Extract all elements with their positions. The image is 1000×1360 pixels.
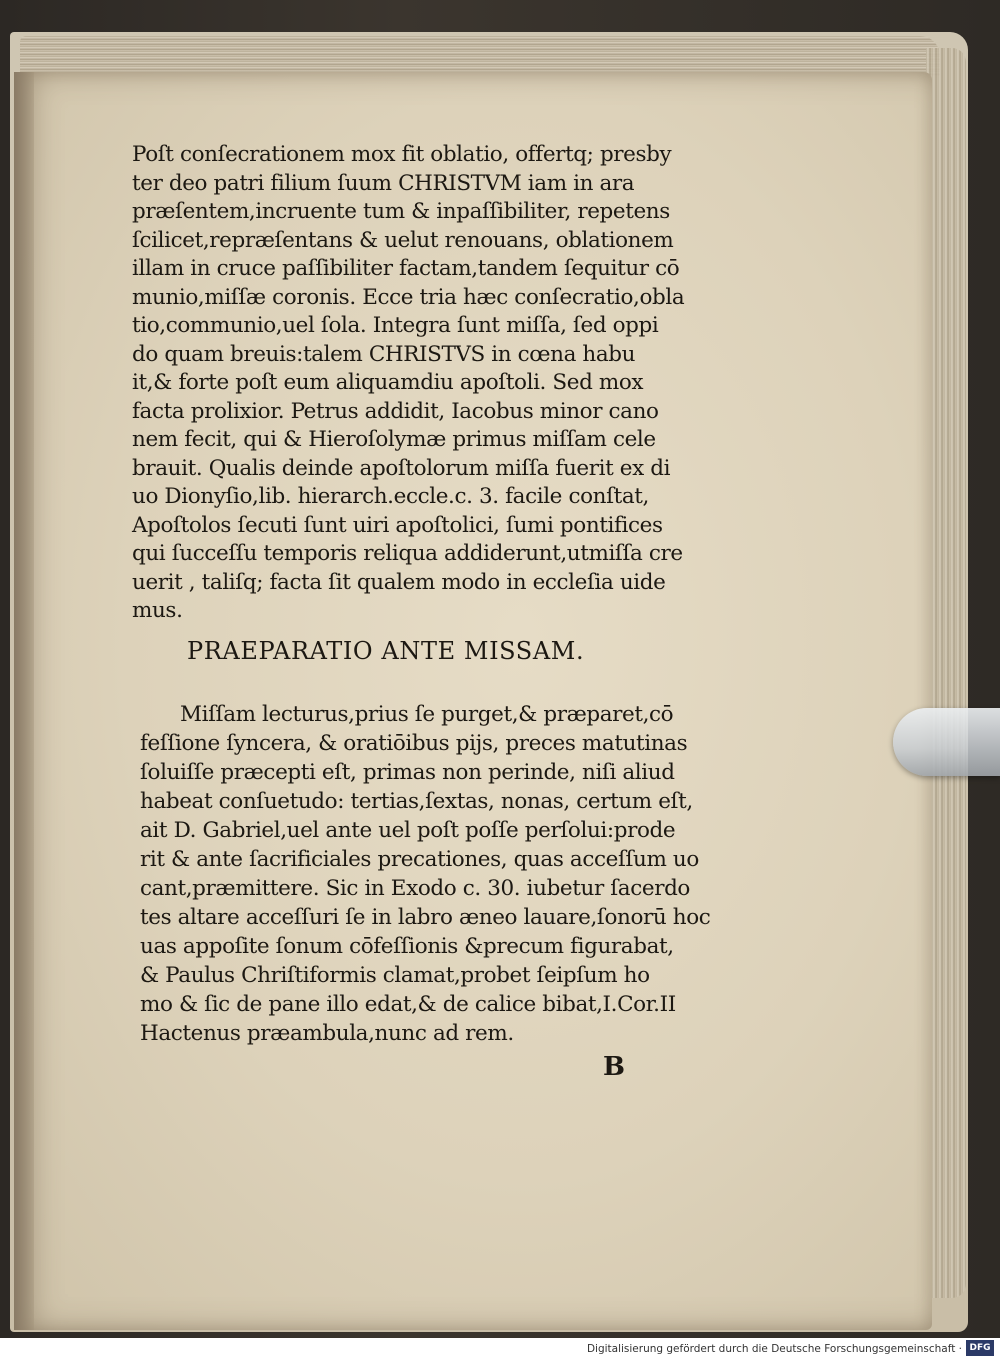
text-line: Apoſtolos ſecuti ſunt uiri apoſtolici, ſumi pontifices xyxy=(132,512,663,538)
page-stack-top-edge xyxy=(20,36,940,76)
text-line: ſcilicet,repræſentans & uelut renouans, oblationem xyxy=(132,227,674,253)
paragraph-1 xyxy=(132,141,722,626)
signature-mark: B xyxy=(603,1052,625,1082)
text-line: mo & ſic de pane illo edat,& de calice bibat,I.Cor.II xyxy=(140,992,676,1017)
text-line: illam in cruce paſſibiliter factam,tandem ſequitur cō xyxy=(132,256,680,281)
text-line: Hactenus præambula,nunc ad rem. xyxy=(140,1021,514,1046)
dfg-logo: DFG xyxy=(966,1340,994,1356)
text-line: uo Dionyſio,lib. hierarch.eccle.c. 3. facile conſtat, xyxy=(132,484,649,509)
page-stack-fore-edge xyxy=(926,48,966,1298)
text-line: tes altare acceſſuri ſe in labro æneo lauare,ſonorū hoc xyxy=(140,905,711,930)
text-line: it,& forte poſt eum aliquamdiu apoſtoli. Sed mox xyxy=(132,370,644,395)
text-line: do quam breuis:talem CHRISTVS in cœna habu xyxy=(132,341,636,367)
text-line: tio,communio,uel ſola. Integra ſunt miſſa, ſed oppi xyxy=(132,313,659,338)
section-heading: PRAEPARATIO ANTE MISSAM. xyxy=(187,637,585,665)
text-line: mus. xyxy=(132,598,183,623)
text-line: ſoluiſſe præcepti eſt, primas non perinde, niſi aliud xyxy=(140,760,675,785)
text-line: feſſione ſyncera, & oratiōibus pijs, preces matutinas xyxy=(140,731,688,756)
text-line: rit & ante ſacrificiales precationes, quas acceſſum uo xyxy=(140,847,699,872)
text-line: Poſt conſecrationem mox fit oblatio, offertq; presby xyxy=(132,142,672,167)
text-line: brauit. Qualis deinde apoſtolorum miſſa fuerit ex di xyxy=(132,455,671,481)
text-line: ait D. Gabriel,uel ante uel poſt poſſe perſolui:prode xyxy=(140,818,676,843)
text-line: facta prolixior. Petrus addidit, Iacobus minor cano xyxy=(132,398,659,424)
text-line: munio,miſſæ coronis. Ecce tria hæc conſecratio,obla xyxy=(132,284,685,310)
page-gutter-shadow xyxy=(14,72,34,1330)
text-line: uerit , taliſq; facta ſit qualem modo in eccleſia uide xyxy=(132,569,666,595)
footer-credit: Digitalisierung gefördert durch die Deutsche Forschungsgemeinschaft · xyxy=(586,1343,962,1355)
page-clip xyxy=(893,708,1000,776)
text-line: nem fecit, qui & Hieroſolymæ primus miſſam cele xyxy=(132,427,656,452)
text-line: cant,præmittere. Sic in Exodo c. 30. iubetur ſacerdo xyxy=(140,876,690,901)
text-line: qui ſucceſſu temporis reliqua addiderunt,utmiſſa cre xyxy=(132,541,683,566)
text-line: & Paulus Chriſtiformis clamat,probet ſeipſum ho xyxy=(140,963,650,988)
text-line: præſentem,incruente tum & inpaſſibiliter, repetens xyxy=(132,199,670,224)
text-line: Miſſam lecturus,prius ſe purget,& præparet,cō xyxy=(180,702,674,727)
paragraph-2 xyxy=(140,700,715,1048)
text-line: ter deo patri filium ſuum CHRISTVM iam in ara xyxy=(132,170,635,196)
text-line: habeat conſuetudo: tertias,ſextas, nonas, certum eſt, xyxy=(140,789,693,814)
text-line: uas appoſite ſonum cōfeſſionis &precum figurabat, xyxy=(140,934,674,959)
